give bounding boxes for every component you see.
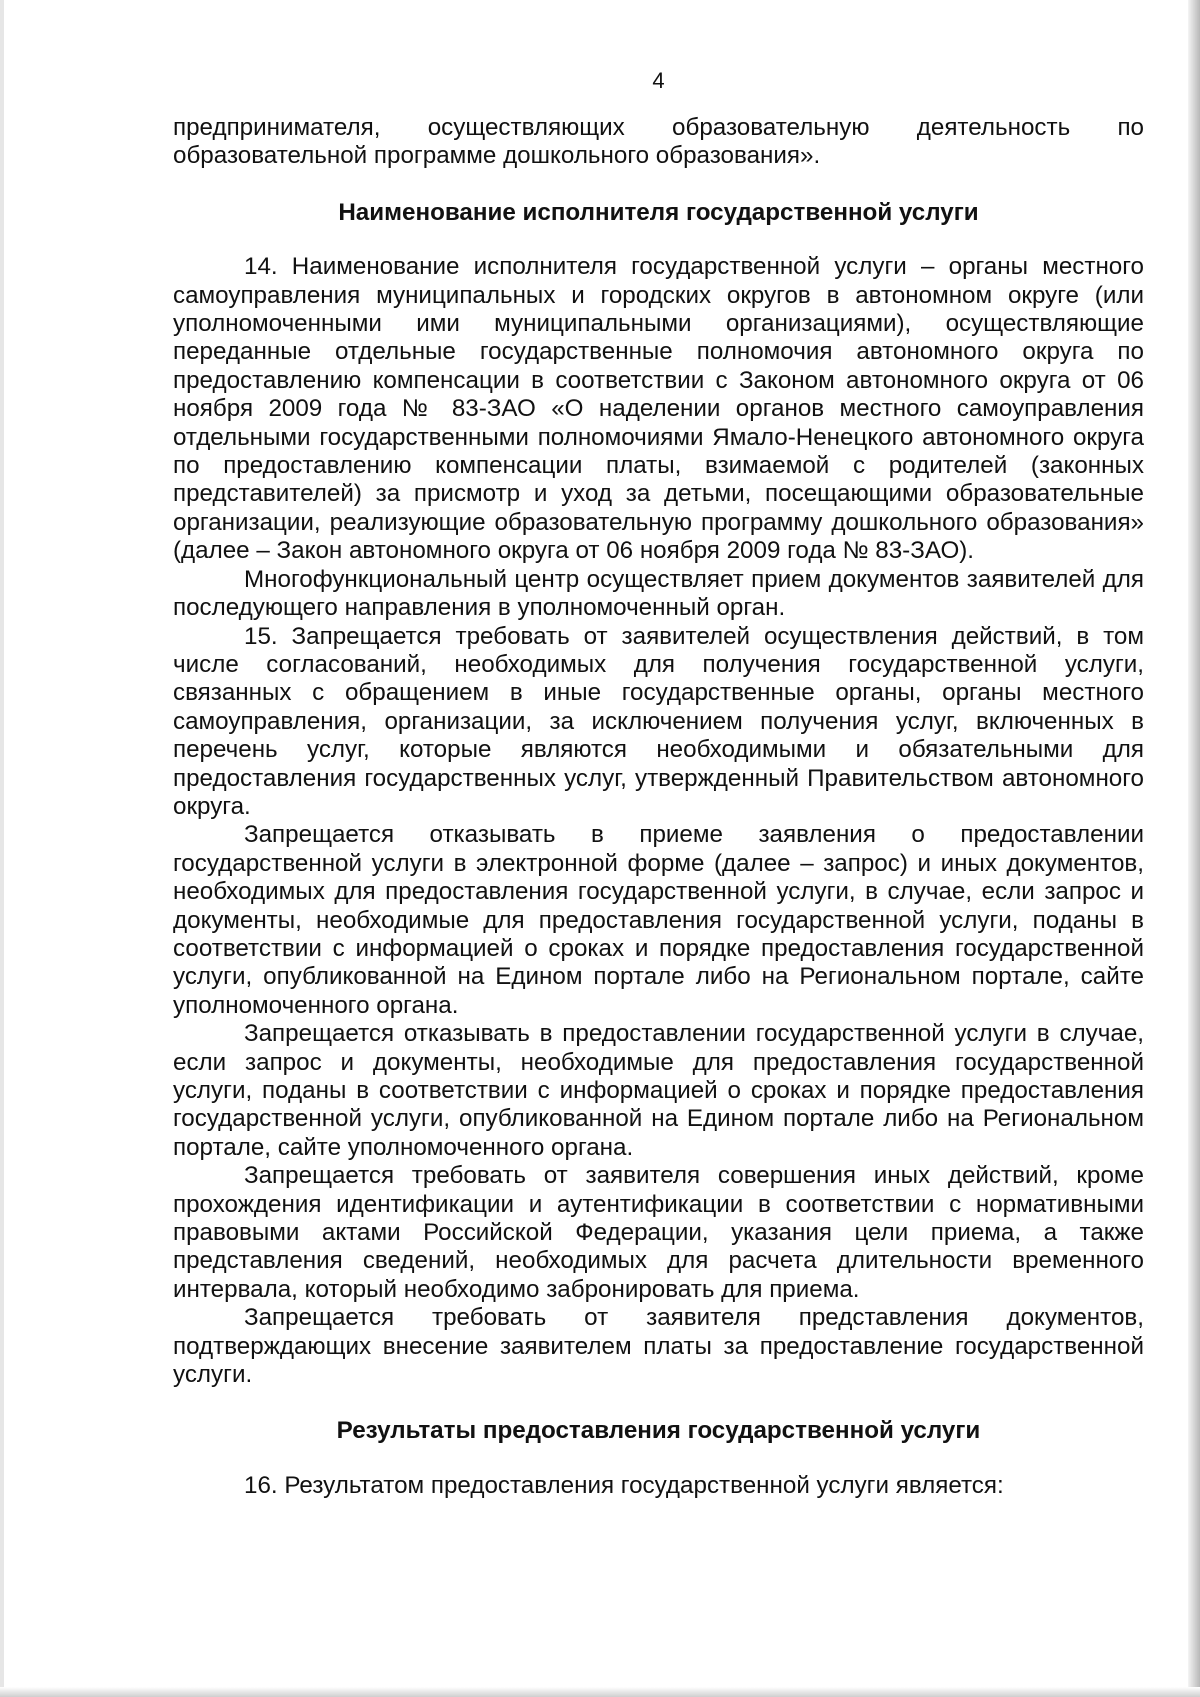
paragraph-continuation: предпринимателя, осуществляющих образовательную деятельность по образовательной программе дошкольного образования».: [173, 114, 1144, 170]
paragraph-prohibition-payment: Запрещается требовать от заявителя представления документов, подтверждающих внесение заявителем платы за предоставление государственной услуги.: [173, 1304, 1144, 1389]
scan-edge-bottom: [0, 1687, 1200, 1697]
paragraph-prohibition-refusal: Запрещается отказывать в предоставлении государственной услуги в случае, если запрос и документы, необходимые для предоставления государственной услуги, поданы в соответствии с информацией о сроках и порядке предоставления государственной услуги, опубликованной на Едином портале либо на Региональном портале, сайте уполномоченного органа.: [173, 1020, 1144, 1161]
paragraph-16: 16. Результатом предоставления государственной услуги является:: [244, 1471, 1004, 1499]
paragraph-prohibition-actions: Запрещается требовать от заявителя совершения иных действий, кроме прохождения идентификации и аутентификации в соответствии с нормативными правовыми актами Российской Федерации, указания цели приема, а также представления сведений, необходимых для расчета длительности временного интервала, который необходимо забронировать для приема.: [173, 1162, 1144, 1303]
scan-edge-right: [1188, 0, 1200, 1697]
page-number: 4: [652, 68, 665, 93]
paragraph-14: 14. Наименование исполнителя государственной услуги – органы местного самоуправления муниципальных и городских округов в автономном округе (или уполномоченными ими муниципальными организациями), осуществляющие переданные отдельные государственные полномочия автономного округа по предоставлению компенсации в соответствии с Законом автономного округа от 06 ноября 2009 года № 83-ЗАО «О наделении органов местного самоуправления отдельными государственными полномочиями Ямало-Ненецкого автономного округа по предоставлению компенсации платы, взимаемой с родителей (законных представителей) за присмотр и уход за детьми, посещающими образовательные организации, реализующие образовательную программу дошкольного образования» (далее – Закон автономного округа от 06 ноября 2009 года № 83-ЗАО).: [173, 253, 1144, 565]
paragraph-15: 15. Запрещается требовать от заявителей осуществления действий, в том числе согласований, необходимых для получения государственной услуги, связанных с обращением в иные государственные органы, органы местного самоуправления, организации, за исключением получения услуг, включенных в перечень услуг, которые являются необходимыми и обязательными для предоставления государственных услуг, утвержденный Правительством автономного округа.: [173, 622, 1144, 820]
document-page: [173, 66, 1144, 1500]
paragraph-prohibition-reception: Запрещается отказывать в приеме заявления о предоставлении государственной услуги в электронной форме (далее – запрос) и иных документов, необходимых для предоставления государственной услуги, в случае, если запрос и документы, необходимые для предоставления государственной услуги, поданы в соответствии с информацией о сроках и порядке предоставления государственной услуги, опубликованной на Едином портале либо на Региональном портале, сайте уполномоченного органа.: [173, 821, 1144, 1019]
scan-edge-left: [0, 0, 4, 1697]
section-heading-results: Результаты предоставления государственной услуги: [336, 1417, 981, 1445]
paragraph-mfc: Многофункциональный центр осуществляет прием документов заявителей для последующего направления в уполномоченный орган.: [173, 565, 1144, 622]
section-heading-executor: Наименование исполнителя государственной услуги: [338, 198, 979, 226]
